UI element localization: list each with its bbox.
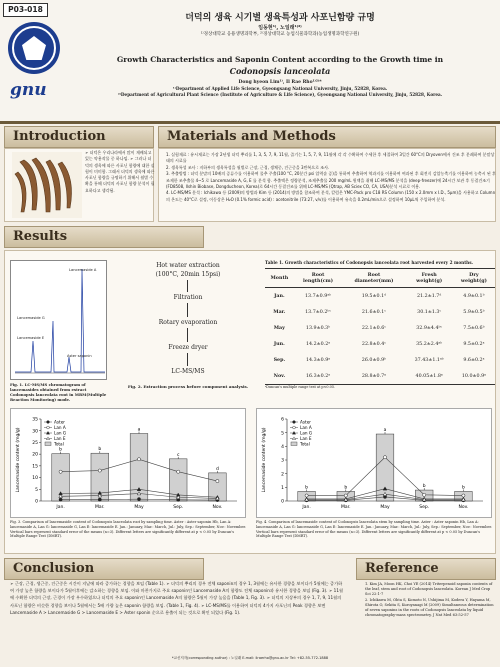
table-row	[265, 320, 495, 336]
table-header-line: weight(g)	[460, 278, 487, 284]
table-cell: Nov.	[265, 368, 294, 385]
significance-letter: a	[137, 427, 141, 433]
root-lancemaside-svg	[11, 409, 247, 519]
significance-letter: b	[59, 447, 63, 453]
x-tick-label: May	[134, 505, 144, 510]
series-point	[137, 458, 140, 461]
y-tick-label: 0	[281, 499, 284, 505]
y-tick-label: 30	[32, 429, 38, 435]
legend-label: Lan A	[54, 425, 66, 430]
y-tick-label: 6	[281, 417, 284, 423]
reference-list	[365, 582, 495, 618]
table-cell: 13.7±0.9ᵃᵇ	[304, 293, 332, 299]
y-tick-label: 3	[281, 458, 284, 464]
introduction-text: ➢ 더덕은 우리나라에서 많이 재배되고있는 약용작물 중 하나임. ➢ 그러나 더덕의 생육에 따른 사포닌 함량에 대한 실험이 미미함. 그래서 더덕의 생육에 따른 사포닌 함량을 규명하기 위해서 월별 수확을 통해 더덕의 사포닌 함량 분석이 필요하다고 생각됨.	[85, 150, 155, 193]
table-header-line: Root	[311, 272, 325, 278]
significance-letter: b	[422, 484, 426, 490]
university-seal-logo	[8, 22, 60, 74]
table-cell: 9.5±0.2ᵃ	[463, 341, 485, 347]
flow-step-freeze-dryer: Freeze dryer	[168, 344, 208, 351]
legend-label: Lan E	[300, 436, 312, 441]
series-point	[177, 470, 180, 473]
table-header-line: Dry	[469, 272, 479, 278]
peak-label-aster-saponin: Aster saponin	[67, 354, 92, 358]
table-header-cell	[342, 269, 405, 288]
table-header-line: Root	[367, 272, 381, 278]
chromatogram-plot	[11, 261, 108, 381]
flow-arrow	[187, 328, 188, 342]
table-header-cell	[294, 269, 343, 288]
table-cell: 28.8±0.7ᵃ	[342, 368, 405, 385]
series-point	[137, 498, 140, 501]
y-tick-label: 2	[281, 472, 284, 478]
x-tick-label: Mar.	[341, 505, 351, 510]
x-tick-label: Nov.	[212, 505, 223, 510]
root-lancemaside-chart	[10, 408, 246, 518]
table-cell: 13.9±0.3ᵇ	[305, 325, 331, 331]
x-tick-label: Sep.	[173, 505, 184, 510]
codonopsis-root-photo	[12, 152, 82, 218]
table-cell: 26.0±0.9ᵇ	[361, 357, 387, 363]
y-tick-label: 0	[35, 499, 38, 505]
reference-item: 2. Ichikawa M, Ohta S, Komoto N, Ushijima M, Kodera Y, Hayama M, Shirota O, Sekita S, Kuroyanagi M (2009) Simultaneous determination of seven saponins in the roots of Codonopsis lanceolata by liquid chromatography-mass spectrometry. J Nat Med 63:52-57	[365, 598, 494, 617]
table-cell: 40.05±1.8ᵃ	[406, 368, 453, 385]
legend-label: Aster	[300, 419, 311, 425]
chromatogram-figure	[10, 260, 107, 380]
methods-item-4: 4. LC-MS/MS 분석 : Ichikawa 등 (2009)의 방법과 Kim 등 (2014)의 방법을 참조하여 분석, 칼럼은 YMC-Pack pro C18 RS Column (150 x 2.0mm x I.D., 5μm)을 사용하고 Column의 온도는 40°C로 설정, 이동상은 H₂O (0.1% formic acid) : acetonitrile (73:27, v/v)를 이용하여 유속을 0.2mL/min으로 설정하여 10μL씩 주입하여 분석.	[166, 190, 496, 202]
legend-marker	[47, 426, 50, 429]
table-cell: Jun.	[273, 341, 285, 347]
table-cell: 4.9±0.1ᵇ	[463, 293, 485, 299]
significance-letter: c	[176, 452, 180, 458]
table-header-cell	[406, 269, 453, 288]
table-cell: 37.43±1.1ᵃᵇ	[414, 357, 444, 363]
significance-letter: b	[461, 485, 465, 491]
english-affiliation	[60, 86, 500, 98]
legend-label: Lan E	[54, 436, 66, 441]
table-cell: 13.7±0.2ᵇᶜ	[305, 309, 331, 315]
x-tick-label: Jan.	[56, 505, 65, 510]
figure-4-caption: Fig. 4. Comparison of lancemaside content of Codonopsis lanceolata stem by sampling time. Aster : Aster saponin Hb, Lan A: lancemaside A, Lan G: lancemaside G, Lan E: lancemaside E. Jan.: January, Mar.: March, Jul.: July, Sep.: September, Nov.: November. Vertical bars represent standard error of the means (n=3). Different letters are significantly different at p < 0.05 by Duncan's Multiple Range Test (DMRT).	[256, 520, 492, 539]
poster-header	[0, 0, 500, 123]
korean-authors: 임동현¹⁾, 노일래¹⁾²⁾	[258, 25, 302, 31]
y-tick-label: 20	[32, 452, 38, 458]
legend-marker	[293, 421, 296, 424]
y-tick-label: 25	[32, 441, 38, 447]
conclusion-title: Conclusion	[13, 561, 95, 576]
y-axis-label: Lancemaside content (mg/g)	[262, 427, 267, 493]
table-1-footnote: ᶻDuncan's multiple range test at p<0.05.	[265, 385, 336, 389]
figure-2-caption: Fig. 2. Extraction process before component analysis.	[127, 384, 249, 389]
table-cell: Jan.	[274, 293, 285, 299]
table-header-line: Month	[270, 275, 289, 281]
series-point	[216, 479, 219, 482]
introduction-title: Introduction	[13, 129, 106, 144]
y-tick-label: 10	[32, 476, 38, 482]
table-row	[265, 288, 495, 305]
significance-letter: b	[98, 447, 102, 453]
flow-step-hot-water: Hot water extraction	[156, 262, 220, 269]
peak-label-lancemaside-e: Lancemaside E	[17, 336, 45, 340]
korean-affiliation: ¹⁾경상대학교 응용생명과학부, ²⁾경상대학교 농업식물과학과(농업생명과학연구원)	[200, 32, 360, 37]
total-bar	[376, 434, 394, 501]
reference-item: 1. Kim JA, Moon HK, Choi YE (2014) Triterpenoid saponin contents of the leaf, stem and root of Codonopsis lanceolata. Korean J Med Crop Sci 22:1-7	[365, 582, 493, 596]
flow-arrow	[187, 280, 188, 292]
legend-label: Total	[54, 441, 64, 447]
x-tick-label: Jan.	[302, 505, 311, 510]
table-row	[265, 368, 495, 385]
table-cell: 19.5±0.1ᵈ	[361, 293, 387, 299]
peak-label-lancemaside-g: Lancemaside G	[17, 316, 45, 320]
table-row	[265, 304, 495, 320]
reference-header	[356, 558, 496, 580]
growth-table	[265, 268, 495, 385]
stem-lancemaside-chart	[256, 408, 492, 518]
table-header-line: weight(g)	[416, 278, 443, 284]
table-cell: 9.6±0.2ᵃ	[463, 357, 485, 363]
peak-label-lancemaside-a: Lancemaside A	[69, 268, 97, 272]
table-cell: 35.2±2.4ᵃᵇ	[416, 341, 443, 347]
series-point	[423, 493, 426, 496]
flow-step-rotary: Rotary evaporation	[158, 319, 218, 326]
significance-letter: d	[215, 466, 219, 472]
y-tick-label: 1	[281, 485, 284, 491]
english-title: Growth Characteristics and Saponin Content according to the Growth time in	[116, 55, 444, 64]
introduction-header	[4, 126, 154, 148]
table-cell: 14.3±0.9ᵃ	[305, 357, 331, 363]
table-cell: 32.9±4.4ᵇᶜ	[416, 325, 443, 331]
y-axis-label: Lancemaside content (mg/g)	[16, 427, 21, 493]
legend-label: Total	[300, 441, 310, 447]
english-title-species: Codonopsis lanceolata	[229, 66, 331, 76]
methods-item-2: 2. 생육특성 조사 : 지하부의 생육특성을 월별로 근장, 근경, 생체중, 건근중을 3반복으로 조사.	[166, 164, 330, 170]
table-cell: 10.0±0.9ᵃ	[453, 368, 495, 385]
legend-label: Aster	[54, 419, 65, 425]
flow-step-conditions: (100°C, 20min 15psi)	[155, 271, 221, 278]
korean-title: 더덕의 생육 시기별 생육특성과 사포닌함량 규명	[185, 13, 375, 23]
table-header-line: Fresh	[421, 272, 437, 278]
legend-swatch	[45, 442, 51, 446]
affiliation-line-1: ¹⁾Department of Applied Life Science, Gyeongsang National University, Jinju, 52828, Korea.	[172, 86, 388, 91]
x-tick-label: Mar.	[95, 505, 105, 510]
table-cell: 21.6±0.1ᶜ	[361, 309, 386, 315]
y-tick-label: 4	[281, 444, 284, 450]
flow-arrow	[187, 303, 188, 317]
y-tick-label: 15	[32, 464, 38, 470]
table-header-cell	[453, 269, 495, 288]
table-row	[265, 336, 495, 352]
results-title: Results	[13, 229, 68, 244]
x-tick-label: May	[380, 505, 390, 510]
methods-title: Materials and Methods	[167, 129, 336, 144]
x-tick-label: Sep.	[419, 505, 430, 510]
methods-item-3: 3. 추출방법 : 더덕 분말의 10배의 증류수를 이용하여 물추 주출(100 °C, 20분간 psi 압력솥 증)을 통하여 추출하여 역과지를 이용하여 여과된 후 회전식 감압농축기를 이용하여 농축시 된 후 조제한 조추출물 4~5 로 Lancemaside A, G, E 를 분석 함. 추출액은 정량분석, 조제추출물 200 mg/mL 원액을 취해 LC-MS/MS 분석을 (deep-freezer)에 24시간 보관 후 동결건조기(FD8508, Ilshin Biobase, Dongducheon, Korea)로 64시간 동결건조를 위해 LC-MS/MS (Qtrap, AB Sciex CO, CA, USA)분석 시료로 이용.	[166, 171, 496, 190]
table-header-line: length(cm)	[303, 278, 334, 284]
table-1-title: Table 1. Growth characteristics of Codonopsis lanceolata root harvested every 2 months.	[265, 260, 474, 265]
significance-letter: b	[305, 485, 309, 491]
methods-text	[166, 152, 496, 203]
series-point	[98, 469, 101, 472]
methods-header	[158, 126, 496, 148]
figure-3-caption: Fig. 3. Comparison of lancemaside content of Codonopsis lanceolata root by sampling time. Aster : Aster saponin Hb, Lan A: lancemaside A, Lan G: lancemaside G, Lan E: lancemaside E. Jan.: January, Mar.: March, Jul.: July, Sep.: September, Nov.: November. Vertical bars represent standard error of the means (n=3). Different letters are significantly different at p < 0.05 by Duncan's Multiple Range Test (DMRT).	[10, 520, 246, 539]
conclusion-text: ➢ 근장, 근경, 생근중, 건근중은 시간이 지날에 따라 증가하는 경향을 보임 (Table 1). ➢ 더덕의 뿌리의 경우 전체 saponin의 경우 1, 3월에는 유사한 경향을 보이다가 5월에는 증가하여 가장 높은 함량을 보이다가 5월이후에는 감소하는 경향을 보임. 이와 마찬가지로 주요 saponin인 Lancemaside A의 함량도 전체 saponin과 유사한 경향을 보임 (Fig. 3). ➢ 11월에 수확한 더덕의 근장, 근경이 가장 우수하였으나 더덕의 주요 saponin인 Lancemaside A의 함량은 5월이 가장 높음을 (Table 1, Fig. 3). ➢ 더덕의 지상부의 경우 1, 7, 9, 11월의 사포닌 함량은 비슷한 경향을 보이나 5월에서는 5배 가량 높은 saponin 함량을 보임. (Table 1, Fig. 4). ➢ LC-MS/MS를 이용하여 더덕의 4가지 사포닌의 Peak 경향은 보면 Lancemaside A > Lancemaside G > Lancemaside E > Aster sponin 순으로 용출이 되는 것으로 확인 되었다 (Fig. 1).	[10, 581, 344, 615]
table-cell: Sep.	[273, 357, 286, 363]
flow-arrow	[187, 353, 188, 366]
conclusion-header	[4, 558, 204, 580]
significance-letter: a	[383, 428, 387, 434]
results-header	[4, 226, 204, 248]
series-point	[59, 470, 62, 473]
stem-lancemaside-svg	[257, 409, 493, 519]
series-point	[383, 456, 386, 459]
legend-swatch	[291, 442, 297, 446]
legend-label: Lan G	[54, 430, 67, 436]
extraction-flowchart	[136, 262, 240, 384]
methods-item-1: 1. 실험재료 : 유시재료는 가장 2년생 더덕 뿌리를 1, 3, 5, 7, 9, 11월, 즐기는 1, 5, 7, 9, 11월에 각 각 수확하여 수세한 후 세절하여 3일간 60°C의 Dryoven에서 건조 후 분쇄하여 분말상태의 시료를	[166, 152, 495, 164]
figure-1-caption: Fig. 1. LC-MS/MS chromatogram of lancemasides obtained from extract Codonopsis lanceolata root in MRM(Multiple Reaction Monitoring) mode.	[10, 382, 107, 402]
table-cell: 14.2±0.2ᵃ	[305, 341, 331, 347]
table-cell: May	[273, 325, 285, 331]
x-tick-label: Nov.	[458, 505, 469, 510]
table-cell: 30.1±1.3ᶜ	[417, 309, 442, 315]
series-point	[59, 498, 62, 501]
flow-step-filtration: Filtration	[173, 294, 203, 301]
table-cell: 7.5±0.6ᵇ	[463, 325, 485, 331]
y-tick-label: 5	[35, 487, 38, 493]
table-row	[265, 352, 495, 368]
legend-marker	[293, 426, 296, 429]
gnu-logo: gnu	[10, 80, 47, 100]
table-cell: 16.3±0.2ᵃ	[294, 368, 343, 385]
header-divider	[0, 121, 500, 124]
table-header-cell	[265, 269, 294, 288]
table-cell: Mar.	[273, 309, 286, 315]
table-cell: 21.2±1.7ᵈ	[417, 293, 442, 299]
legend-label: Lan G	[300, 430, 313, 436]
table-header-line: diameter(mm)	[354, 278, 394, 284]
poster-id-badge: P03-018	[3, 3, 48, 17]
series-point	[98, 498, 101, 501]
flow-step-lcmsms: LC-MS/MS	[171, 368, 205, 375]
reference-title: Reference	[365, 561, 439, 576]
corresponding-author-footer: *교신저자(corresponding author) : 노일래 E-mail: ilraerho@gnu.ac.kr Tel: +82-55-772-1888	[171, 656, 329, 660]
table-cell: 22.8±0.4ᶜ	[361, 341, 386, 347]
table-cell: 5.9±0.5ᵇ	[463, 309, 485, 315]
english-authors: Dong hyeon Lim¹⁾, Il Rae Rho¹⁾²⁾*	[238, 80, 322, 85]
significance-letter: b	[344, 485, 348, 491]
table-cell: 22.1±0.6ᶜ	[361, 325, 386, 331]
legend-label: Lan A	[300, 425, 312, 430]
legend-marker	[47, 421, 50, 424]
y-tick-label: 5	[281, 431, 284, 437]
affiliation-line-2: ²⁾Department of Agricultural Plant Science (Institute of Agriculture & Life Science), Gyeongsang National University, Jinju, 52828, Korea.	[117, 92, 443, 97]
y-tick-label: 35	[32, 417, 38, 423]
